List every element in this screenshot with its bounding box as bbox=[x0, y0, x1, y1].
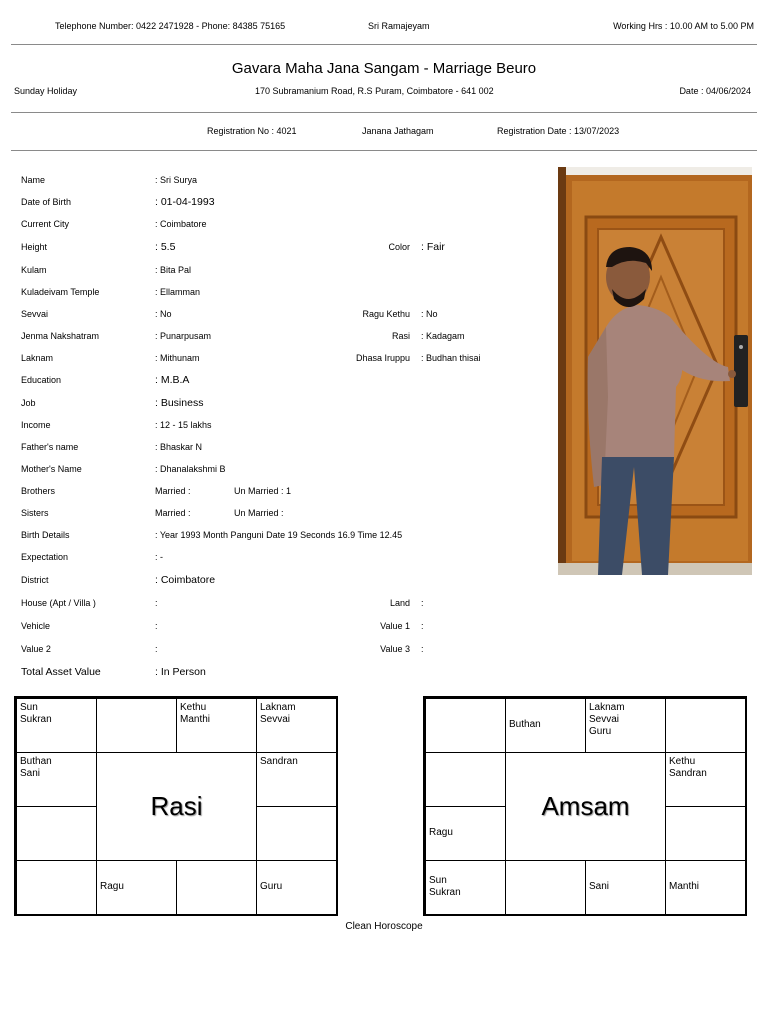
amsam-house-2: Buthan bbox=[505, 698, 586, 753]
registration-number: Registration No : 4021 bbox=[207, 126, 297, 136]
height-value: : 5.5 bbox=[155, 241, 176, 253]
color-value: : Fair bbox=[421, 241, 445, 253]
dhasa-value: : Budhan thisai bbox=[421, 353, 481, 363]
land-value: : bbox=[421, 598, 424, 608]
phone-text: Telephone Number: 0422 2471928 - Phone: 84385 75165 bbox=[55, 21, 286, 31]
value2-label: Value 2 bbox=[21, 644, 51, 654]
expectation-label: Expectation bbox=[21, 552, 69, 562]
rasi-house-5: Buthan Sani bbox=[16, 752, 97, 807]
vehicle-label: Vehicle bbox=[21, 621, 51, 631]
ragu-kethu-value: : No bbox=[421, 309, 438, 319]
city-value: : Coimbatore bbox=[155, 219, 207, 229]
rasi-house-9 bbox=[16, 860, 97, 916]
education-label: Education bbox=[21, 375, 62, 385]
amsam-chart bbox=[423, 696, 747, 916]
dob-value: : 01-04-1993 bbox=[155, 196, 215, 208]
sevvai-label: Sevvai bbox=[21, 309, 49, 319]
amsam-house-8 bbox=[665, 806, 747, 861]
value3-label: Value 3 bbox=[380, 644, 410, 654]
amsam-house-9: Sun Sukran bbox=[425, 860, 506, 916]
name-label: Name bbox=[21, 175, 46, 185]
ragu-kethu-label: Ragu Kethu bbox=[362, 309, 410, 319]
rasi-value: : Kadagam bbox=[421, 331, 465, 341]
rasi-house-7 bbox=[16, 806, 97, 861]
amsam-chart-title: Amsam bbox=[505, 752, 666, 861]
profile-photo bbox=[558, 167, 752, 575]
value1-value: : bbox=[421, 621, 424, 631]
income-label: Income bbox=[21, 420, 51, 430]
vehicle-value: : bbox=[155, 621, 158, 631]
nakshatram-value: : Punarpusam bbox=[155, 331, 212, 341]
brothers-unmarried: Un Married : 1 bbox=[234, 486, 292, 496]
house-value: : bbox=[155, 598, 158, 608]
birth-details-label: Birth Details bbox=[21, 530, 70, 540]
registration-date: Registration Date : 13/07/2023 bbox=[497, 126, 620, 136]
name-value: : Sri Surya bbox=[155, 175, 198, 185]
rasi-house-10: Ragu bbox=[96, 860, 177, 916]
brothers-label: Brothers bbox=[21, 486, 56, 496]
sevvai-value: : No bbox=[155, 309, 172, 319]
amsam-house-1 bbox=[425, 698, 506, 753]
birth-details-value: : Year 1993 Month Panguni Date 19 Seconds 16.9 Time 12.45 bbox=[155, 530, 403, 540]
rasi-house-2 bbox=[96, 698, 177, 753]
amsam-house-5 bbox=[425, 752, 506, 807]
color-label: Color bbox=[388, 242, 410, 252]
laknam-value: : Mithunam bbox=[155, 353, 200, 363]
value1-label: Value 1 bbox=[380, 621, 410, 631]
temple-label: Kuladeivam Temple bbox=[21, 287, 100, 297]
value2-value: : bbox=[155, 644, 158, 654]
amsam-house-4 bbox=[665, 698, 747, 753]
kulam-value: : Bita Pal bbox=[155, 265, 192, 275]
blessing-text: Sri Ramajeyam bbox=[368, 21, 430, 31]
mother-label: Mother's Name bbox=[21, 464, 82, 474]
laknam-label: Laknam bbox=[21, 353, 54, 363]
rasi-house-4: Laknam Sevvai bbox=[256, 698, 338, 753]
amsam-house-3: Laknam Sevvai Guru bbox=[585, 698, 666, 753]
divider bbox=[11, 150, 757, 151]
rasi-chart bbox=[14, 696, 338, 916]
rasi-label: Rasi bbox=[391, 331, 410, 341]
address-text: 170 Subramanium Road, R.S Puram, Coimbatore - 641 002 bbox=[255, 86, 494, 96]
father-label: Father's name bbox=[21, 442, 79, 452]
rasi-house-6: Sandran bbox=[256, 752, 338, 807]
sisters-label: Sisters bbox=[21, 508, 49, 518]
amsam-house-10 bbox=[505, 860, 586, 916]
expectation-value: : - bbox=[155, 552, 163, 562]
footer-note: Clean Horoscope bbox=[345, 921, 423, 932]
height-label: Height bbox=[21, 242, 48, 252]
divider bbox=[11, 112, 757, 113]
nakshatram-label: Jenma Nakshatram bbox=[21, 331, 100, 341]
amsam-house-6: Kethu Sandran bbox=[665, 752, 747, 807]
rasi-house-12: Guru bbox=[256, 860, 338, 916]
job-label: Job bbox=[21, 398, 36, 408]
holiday-text: Sunday Holiday bbox=[14, 86, 78, 96]
amsam-house-7: Ragu bbox=[425, 806, 506, 861]
kulam-label: Kulam bbox=[21, 265, 47, 275]
working-hours: Working Hrs : 10.00 AM to 5.00 PM bbox=[613, 21, 754, 31]
house-label: House (Apt / Villa ) bbox=[21, 598, 96, 608]
value3-value: : bbox=[421, 644, 424, 654]
job-value: : Business bbox=[155, 397, 204, 409]
income-value: : 12 - 15 lakhs bbox=[155, 420, 212, 430]
total-asset-label: Total Asset Value bbox=[21, 666, 101, 678]
dob-label: Date of Birth bbox=[21, 197, 72, 207]
sisters-unmarried: Un Married : bbox=[234, 508, 284, 518]
education-value: : M.B.A bbox=[155, 374, 190, 386]
rasi-chart-title: Rasi bbox=[96, 752, 257, 861]
sisters-married: Married : bbox=[155, 508, 191, 518]
mother-value: : Dhanalakshmi B bbox=[155, 464, 226, 474]
dhasa-label: Dhasa Iruppu bbox=[355, 353, 410, 363]
land-label: Land bbox=[389, 598, 410, 608]
rasi-house-1: Sun Sukran bbox=[16, 698, 97, 753]
registration-type: Janana Jathagam bbox=[362, 126, 434, 136]
org-title: Gavara Maha Jana Sangam - Marriage Beuro bbox=[231, 60, 537, 77]
divider bbox=[11, 44, 757, 45]
rasi-house-8 bbox=[256, 806, 338, 861]
temple-value: : Ellamman bbox=[155, 287, 201, 297]
rasi-house-3: Kethu Manthi bbox=[176, 698, 257, 753]
city-label: Current City bbox=[21, 219, 70, 229]
rasi-house-11 bbox=[176, 860, 257, 916]
district-value: : Coimbatore bbox=[155, 574, 216, 586]
district-label: District bbox=[21, 575, 49, 585]
print-date: Date : 04/06/2024 bbox=[679, 86, 751, 96]
amsam-house-12: Manthi bbox=[665, 860, 747, 916]
total-asset-value: : In Person bbox=[155, 666, 206, 678]
father-value: : Bhaskar N bbox=[155, 442, 203, 452]
brothers-married: Married : bbox=[155, 486, 191, 496]
amsam-house-11: Sani bbox=[585, 860, 666, 916]
